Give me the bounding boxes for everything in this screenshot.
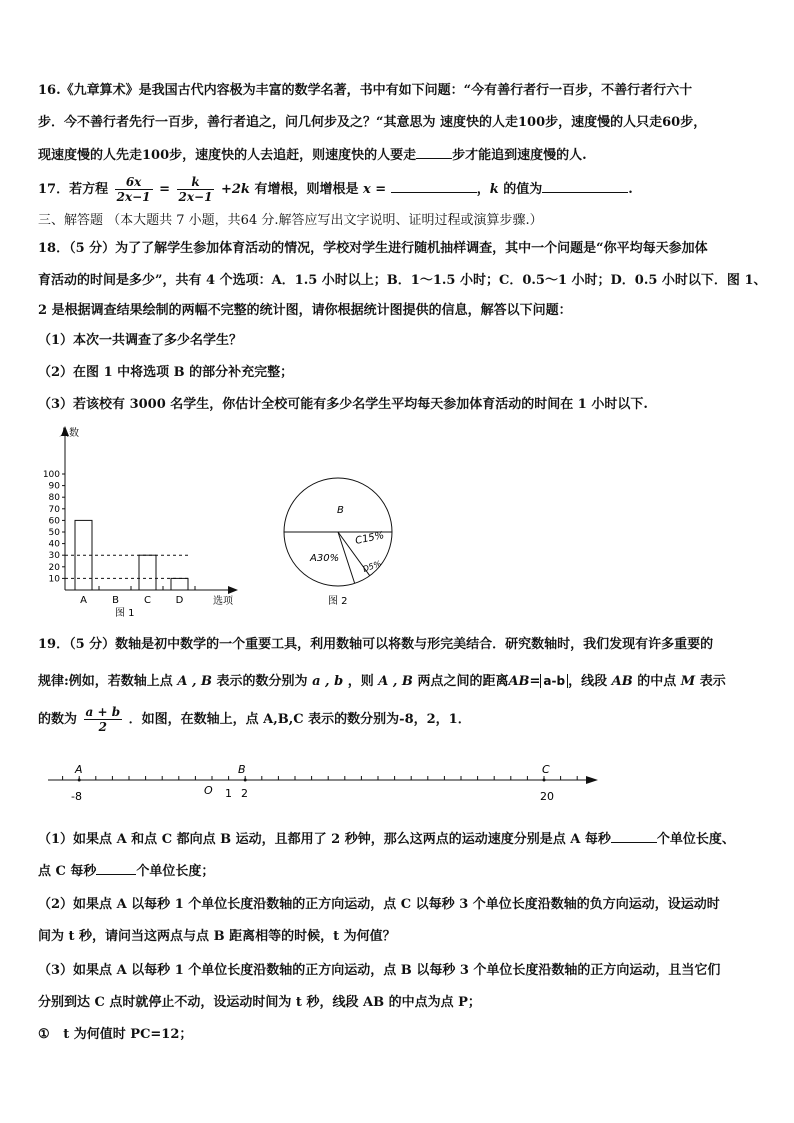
section-heading: 三、解答题 （本大题共 7 小题，共64 分.解答应写出文字说明、证明过程或演算步骤.） xyxy=(38,213,543,228)
q19-sub1-text-a: （1）如果点 A 和点 C 都向点 B 运动，且都用了 2 秒钟，那么这两点的运动速度分别是点 A 每秒 xyxy=(38,832,611,847)
q19-text-2b: 表示的数分别为 xyxy=(216,674,308,689)
q18-line-2: 育活动的时间是多少”，共有 4 个选项：A．1.5 小时以上；B．1～1.5 小时；C．0.5～1 小时；D．0.5 小时以下．图 1、 xyxy=(38,273,767,288)
q19-points-ab: A , B xyxy=(177,674,212,689)
y-tick-label: 40 xyxy=(48,539,60,550)
number-line-arrow xyxy=(586,776,598,784)
q18-sub-2: （2）在图 1 中将选项 B 的部分补充完整； xyxy=(38,365,294,380)
q19-text-2f: 的中点 xyxy=(637,674,677,689)
q19-sub-3: （3）如果点 A 以每秒 1 个单位长度沿数轴的正方向运动，点 B 以每秒 3 个单位长度沿数轴的正方向运动，且当它们 xyxy=(38,963,721,978)
period: . xyxy=(628,182,633,197)
q19-text-2e: ，线段 xyxy=(568,674,608,689)
x-axis-arrow xyxy=(228,586,238,594)
answer-blank-speed-c xyxy=(96,862,136,875)
q19-text-2d: 两点之间的距离 xyxy=(417,674,509,689)
pie-chart-figure-2 xyxy=(280,458,400,618)
answer-blank xyxy=(416,146,452,159)
q17 xyxy=(38,174,758,206)
q19-sub-3-cont: 分别到达 C 点时就停止不动，设运动时间为 t 秒，线段 AB 的中点为点 P； xyxy=(38,995,481,1010)
number-line-point xyxy=(543,779,546,782)
q18-line-3: 2 是根据调查结果绘制的两幅不完整的统计图，请你根据统计图提供的信息，解答以下问题： xyxy=(38,303,572,318)
bar-chart-figure-1 xyxy=(30,424,250,624)
q19-sub1-text-d: 个单位长度； xyxy=(136,864,215,879)
answer-blank-k xyxy=(542,180,628,193)
fraction-k: $\frac{k}{2x-1}$ xyxy=(178,175,213,204)
y-tick-label: 50 xyxy=(48,528,60,538)
label-origin: O xyxy=(204,784,213,797)
q19-line-2 xyxy=(38,672,758,691)
category-label-a: A xyxy=(80,595,87,606)
circled-one: ① xyxy=(38,1027,50,1042)
y-tick-label: 80 xyxy=(48,493,60,504)
pie-label-b: B xyxy=(337,505,344,516)
q16-line-2: 步．今不善行者先行一百步，善行者追之，问几何步及之？“其意思为 速度快的人走100步，速度慢的人只走60步， xyxy=(38,115,707,130)
q16-line-3 xyxy=(38,146,758,165)
category-label-d: D xyxy=(175,595,184,606)
q19-item-1 xyxy=(38,1026,758,1044)
fraction-6x: $\frac{6x}{2x-1}$ xyxy=(116,175,151,204)
category-label-c: C xyxy=(144,595,151,606)
q19-sub-1-cont xyxy=(38,862,758,881)
pie-label-a: A30% xyxy=(310,553,340,564)
answer-blank-speed-a xyxy=(611,830,657,843)
figure-1-caption: 图 1 xyxy=(115,608,135,619)
category-label-b: B xyxy=(112,595,119,606)
q19-text-2c: ，则 xyxy=(347,674,374,689)
q16-line-1: 16.《九章算术》是我国古代内容极为丰富的数学名著，书中有如下问题：“今有善行者行一百步，不善行者行六十 xyxy=(38,83,693,98)
y-tick-label: 20 xyxy=(48,562,60,573)
q19-item1-text: t 为何值时 PC=12； xyxy=(63,1027,193,1042)
q19-text-3b: ．如图，在数轴上，点 A,B,C 表示的数分别为-8，2，1． xyxy=(128,712,471,727)
label-20: 20 xyxy=(540,790,554,803)
y-axis-label: 人数 xyxy=(59,428,79,439)
q18-sub-1: （1）本次一共调查了多少名学生？ xyxy=(38,333,243,348)
pie-boundary xyxy=(338,532,355,583)
q19-vars: a , b xyxy=(312,674,344,689)
k-var: k xyxy=(489,182,499,197)
q19-sub1-text-b: 个单位长度、 xyxy=(656,832,735,847)
label-2: 2 xyxy=(241,787,248,800)
y-tick-label: 30 xyxy=(48,551,60,562)
q19-line-1: 19．（5 分）数轴是初中数学的一个重要工具，利用数轴可以将数与形完美结合．研究数轴时，我们发现有许多重要的 xyxy=(38,637,714,652)
pie-label-c: C15% xyxy=(354,530,386,547)
q18-line-1: 18．（5 分）为了了解学生参加体育活动的情况，学校对学生进行随机抽样调查，其中一个问题是“你平均每天参加体 xyxy=(38,241,708,256)
q19-segment: AB xyxy=(611,674,633,689)
y-tick-label: 10 xyxy=(48,574,60,585)
pie-label-d: D5% xyxy=(361,558,383,574)
q19-text-2g: 表示 xyxy=(699,674,726,689)
y-tick-label: 70 xyxy=(48,504,60,515)
label-b: B xyxy=(238,763,246,776)
label-1: 1 xyxy=(225,787,232,800)
q19-sub1-text-c: 点 C 每秒 xyxy=(38,864,97,879)
equals-sign: = xyxy=(159,182,170,197)
number-line xyxy=(40,760,610,806)
q19-text-3a: 的数为 xyxy=(38,712,78,727)
fraction-midpoint: $\frac{a + b}{2}$ xyxy=(85,705,121,734)
q19-points-ab-2: A , B xyxy=(378,674,413,689)
label-neg8: -8 xyxy=(71,790,82,803)
q16-line-3a: 现速度慢的人先走100步，速度快的人去追赶，则速度快的人要走 xyxy=(38,148,417,163)
q17-k-text: 的值为 xyxy=(503,182,543,197)
y-tick-label: 60 xyxy=(48,516,60,527)
q19-line-3 xyxy=(38,702,758,738)
q19-abs-value: a-b xyxy=(540,674,568,688)
q19-sub-2: （2）如果点 A 以每秒 1 个单位长度沿数轴的正方向运动，点 C 以每秒 3 个单位长度沿数轴的负方向运动，设运动时 xyxy=(38,897,720,912)
x-axis-label: 选项 xyxy=(213,596,233,607)
q19-text-2a: 规律:例如，若数轴上点 xyxy=(38,674,173,689)
q19-sub-1 xyxy=(38,830,758,849)
q18-sub-3: （3）若该校有 3000 名学生，你估计全校可能有多少名学生平均每天参加体育活动的时间在 1 小时以下. xyxy=(38,397,648,412)
q19-midpoint: M xyxy=(680,674,696,689)
plus-term: +2k xyxy=(220,182,250,197)
y-tick-label: 90 xyxy=(48,481,60,492)
y-tick-label: 100 xyxy=(42,470,60,480)
number-line-point xyxy=(244,779,247,782)
q16-line-3b: 步才能追到速度慢的人. xyxy=(452,148,587,163)
x-eq: x = xyxy=(363,182,387,197)
answer-blank-root xyxy=(391,180,477,193)
q17-mid: 有增根，则增根是 xyxy=(254,182,359,197)
q19-distance: AB= xyxy=(508,674,541,689)
number-line-point xyxy=(78,779,81,782)
bar-c xyxy=(139,555,156,590)
label-a: A xyxy=(75,763,83,776)
comma: ， xyxy=(476,182,490,197)
label-c: C xyxy=(542,763,550,776)
figure-2-caption: 图 2 xyxy=(328,596,348,607)
q19-sub-2-cont: 间为 t 秒，请问当这两点与点 B 距离相等的时候，t 为何值？ xyxy=(38,929,396,944)
q17-prefix: 17．若方程 xyxy=(38,182,109,197)
bar-d xyxy=(171,578,188,590)
